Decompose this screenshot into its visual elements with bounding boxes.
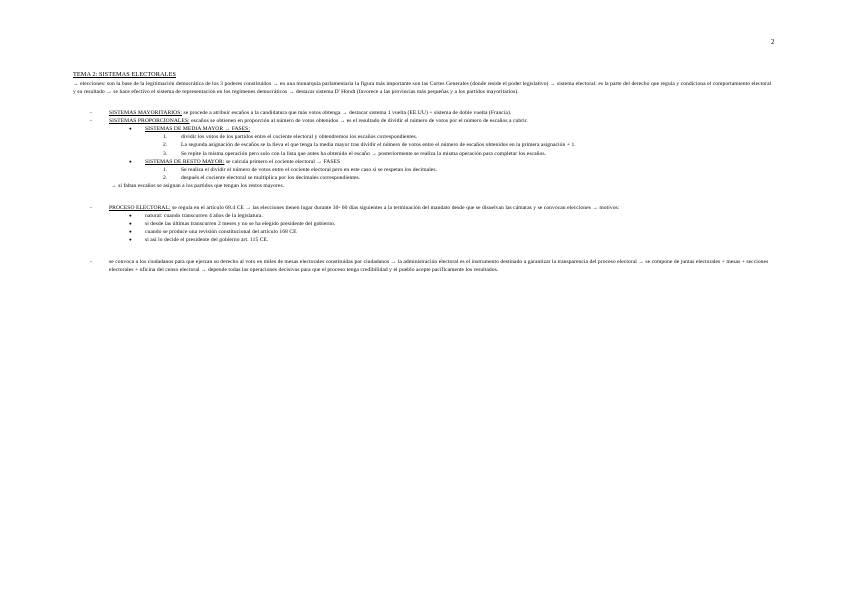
mayoritarios-text: se procede a atribuir escaños a la candidatura que más votos obtenga → destacar sistema 1 vuelta (EE.UU) + sistema de doble vuelta (Francia).: [182, 109, 512, 116]
list-item: 2. La segunda asignación de escaños se la lleva el que tenga la media mayor tras dividir el número de votos entre el número de escaños obtenidos en la primera asignación + 1.: [163, 142, 576, 149]
list-item: ● si desde las últimas transcurren 2 meses y no se ha elegido presidente del gobierno.: [109, 220, 773, 228]
list-item: ● si así lo decide el presidente del gobierno art. 115 CE.: [109, 236, 773, 244]
list-item-proporcionales: [73, 117, 773, 191]
final-list: [73, 258, 773, 274]
list-item: 1. dividir los votos de los partidos entre el cociente electoral y obtendremos los escaños correspondientes.: [163, 134, 418, 141]
section-title: TEMA 2: SISTEMAS ELECTORALES: [73, 71, 176, 78]
list-item: 3. Se repite la misma operación pero solo con la lista que antes ha obtenido el escaño → posteriormente se realiza la misma operación para completar los escaños.: [163, 150, 546, 157]
motivos-list: [109, 212, 773, 245]
list-item-resto-mayor: [109, 158, 773, 183]
list-item-proceso: [73, 204, 773, 245]
intro-paragraph: → elecciones: son la base de la legitimación democrática de los 3 poderes constituidos → en una monarquía parlamentaria la figura más importante son las Cortes Generales (donde reside el poder legislativo) → sistema electoral: es la parte del derecho que regula y condiciona el comportamiento electoral y su resultado → se hace efectivo el sistema de representación en los regímenes democráticos → destacar sistema D' Hondt (favorece a las provincias más pequeñas y a los partidos mayoritarios).: [73, 81, 772, 96]
proceso-list: [73, 204, 773, 245]
media-mayor-label: SISTEMAS DE MEDIA MAYOR → FASES:: [145, 126, 250, 133]
page-number: 2: [771, 38, 775, 46]
list-item: ● cuando se produce una revisión constitucional del artículo 168 CE: [109, 228, 773, 236]
document-body: [73, 71, 773, 274]
list-item: ● natural: cuando transcurren 4 años de la legislatura.: [109, 212, 773, 220]
mayoritarios-label: SISTEMAS MAYORITARIOS:: [109, 109, 183, 116]
resto-mayor-note: → si faltan escaños se asignan a los partidos que tengan los restos mayores.: [111, 183, 285, 190]
list-item-media-mayor: [109, 125, 773, 158]
proceso-text: se regula en el artículo 68.4 CE → las elecciones tienen lugar durante 30- 60 días siguientes a la terminación del mandato desde que se disuelvan las cámaras y se convocan elecciones → motivos:: [170, 204, 620, 211]
resto-mayor-label: SISTEMAS DE RESTO MAYOR:: [145, 158, 225, 165]
proporcionales-text: escaños se obtienen en proporción al número de votos obtenidos → es el resultado de dividir el número de votos por el número de escaños a cubrir.: [189, 117, 528, 124]
list-item: 2. después el cociente electoral se multiplica por los decimales correspondientes.: [163, 175, 361, 182]
resto-mayor-steps: [145, 166, 773, 182]
proporcionales-label: SISTEMAS PROPORCIONALES:: [109, 117, 190, 124]
final-paragraph: - se convoca a los ciudadanos para que ejerzan su derecho al voto en miles de mesas electorales constituidas por ciudadanos → la administración electoral es el instrumento destinado a garantizar la transparencia del proceso electoral → se compone de juntas electorales + mesas + secciones electorales + oficina del censo electoral → depende todas las operaciones decisivas para que el proceso tenga credibilidad y el pueblo acepte pacíficamente los resultados.: [73, 258, 773, 274]
systems-list: [73, 109, 773, 191]
proceso-label: PROCESO ELECTORAL:: [109, 204, 171, 211]
list-item-mayoritarios: [73, 109, 773, 117]
list-item: 1. Se realiza el dividir el número de votos entre el cociente electoral pero en este caso si se respetan los decimales.: [163, 167, 438, 174]
resto-mayor-text: se calcula primero el cociente electoral → FASES: [224, 158, 341, 165]
media-mayor-steps: [145, 133, 773, 158]
proporcionales-subtypes: [109, 125, 773, 182]
